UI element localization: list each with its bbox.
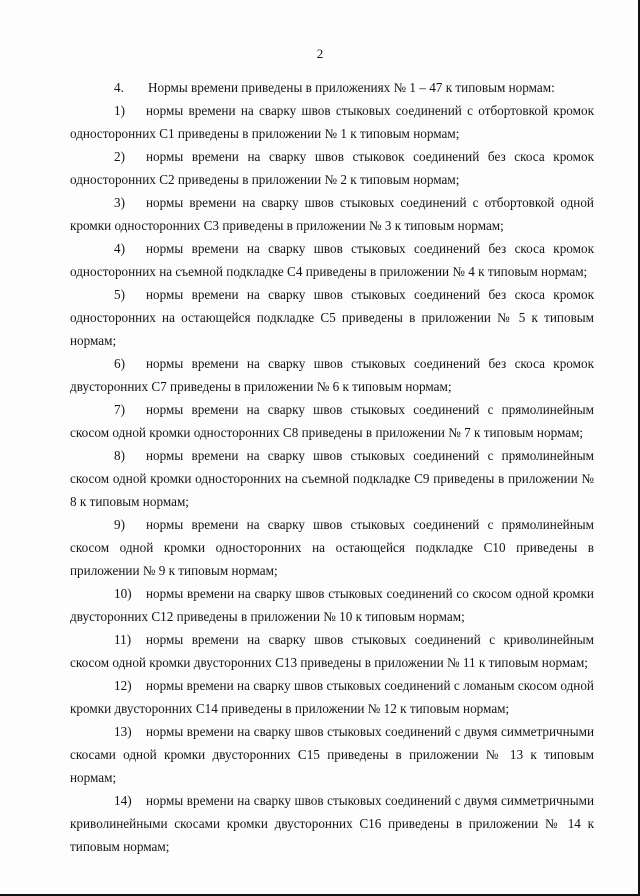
- list-item: [70, 352, 594, 398]
- list-item: [70, 283, 594, 352]
- list-item: [70, 76, 594, 99]
- item-text: нормы времени на сварку швов стыковых соединений с отбортовкой кромок односторонних С1 приведены в приложении № 1 к типовым нормам;: [70, 103, 594, 141]
- list-item: [70, 99, 594, 145]
- list-item: [70, 191, 594, 237]
- page-number: 2: [316, 46, 324, 61]
- item-text: нормы времени на сварку швов стыковых соединений с прямолинейным скосом одной кромки односторонних на остающейся подкладке С10 приведены в приложении № 9 к типовым нормам;: [70, 517, 594, 578]
- list-item: [70, 145, 594, 191]
- item-number: 8): [114, 448, 125, 463]
- list-item: [70, 720, 594, 789]
- item-number: 13): [114, 724, 132, 739]
- list-item: [70, 628, 594, 674]
- item-number: 4): [114, 241, 125, 256]
- item-number: 1): [114, 103, 125, 118]
- list-item: [70, 398, 594, 444]
- list-item: [70, 513, 594, 582]
- item-text: нормы времени на сварку швов стыковых соединений без скоса кромок односторонних на съемной подкладке С4 приведены в приложении № 4 к типовым нормам;: [70, 241, 594, 279]
- item-number: 12): [114, 678, 132, 693]
- item-text: нормы времени на сварку швов стыковых соединений без скоса кромок двусторонних С7 приведены в приложении № 6 к типовым нормам;: [70, 356, 594, 394]
- item-number: 3): [114, 195, 125, 210]
- item-text: нормы времени на сварку швов стыковых соединений со скосом одной кромки двусторонних С12 приведены в приложении № 10 к типовым нормам;: [70, 586, 594, 624]
- item-text: нормы времени на сварку швов стыковых соединений с прямолинейным скосом одной кромки односторонних С8 приведены в приложении № 7 к типовым нормам;: [70, 402, 594, 440]
- item-text: Нормы времени приведены в приложениях № 1 – 47 к типовым нормам:: [148, 80, 555, 95]
- item-text: нормы времени на сварку швов стыковых соединений с двумя симметричными криволинейными скосами кромки двусторонних С16 приведены в приложении № 14 к типовым нормам;: [70, 793, 594, 854]
- list-item: [70, 444, 594, 513]
- item-number: 9): [114, 517, 125, 532]
- item-text: нормы времени на сварку швов стыковых соединений с прямолинейным скосом одной кромки односторонних на съемной подкладке С9 приведены в приложении № 8 к типовым нормам;: [70, 448, 594, 509]
- item-number: 5): [114, 287, 125, 302]
- item-number: 2): [114, 149, 125, 164]
- list-item: [70, 674, 594, 720]
- item-text: нормы времени на сварку швов стыковых соединений с отбортовкой одной кромки односторонних С3 приведены в приложении № 3 к типовым нормам;: [70, 195, 594, 233]
- item-number: 6): [114, 356, 125, 371]
- item-number: 14): [114, 793, 132, 808]
- item-text: нормы времени на сварку швов стыковых соединений с криволинейным скосом одной кромки двусторонних С13 приведены в приложении № 11 к типовым нормам;: [70, 632, 594, 670]
- list-item: [70, 789, 594, 858]
- item-text: нормы времени на сварку швов стыковых соединений с двумя симметричными скосами одной кромки двусторонних С15 приведены в приложении № 13 к типовым нормам;: [70, 724, 594, 785]
- item-number: 10): [114, 586, 132, 601]
- list-item: [70, 582, 594, 628]
- item-number: 7): [114, 402, 125, 417]
- list-item: [70, 237, 594, 283]
- item-text: нормы времени на сварку швов стыковок соединений без скоса кромок односторонних С2 приведены в приложении № 2 к типовым нормам;: [70, 149, 594, 187]
- item-text: нормы времени на сварку швов стыковых соединений с ломаным скосом одной кромки двусторонних С14 приведены в приложении № 12 к типовым нормам;: [70, 678, 594, 716]
- item-text: нормы времени на сварку швов стыковых соединений без скоса кромок односторонних на остающейся подкладке С5 приведены в приложении № 5 к типовым нормам;: [70, 287, 594, 348]
- item-number: 11): [114, 632, 132, 647]
- item-number: 4.: [114, 80, 124, 95]
- document-body: [70, 76, 594, 858]
